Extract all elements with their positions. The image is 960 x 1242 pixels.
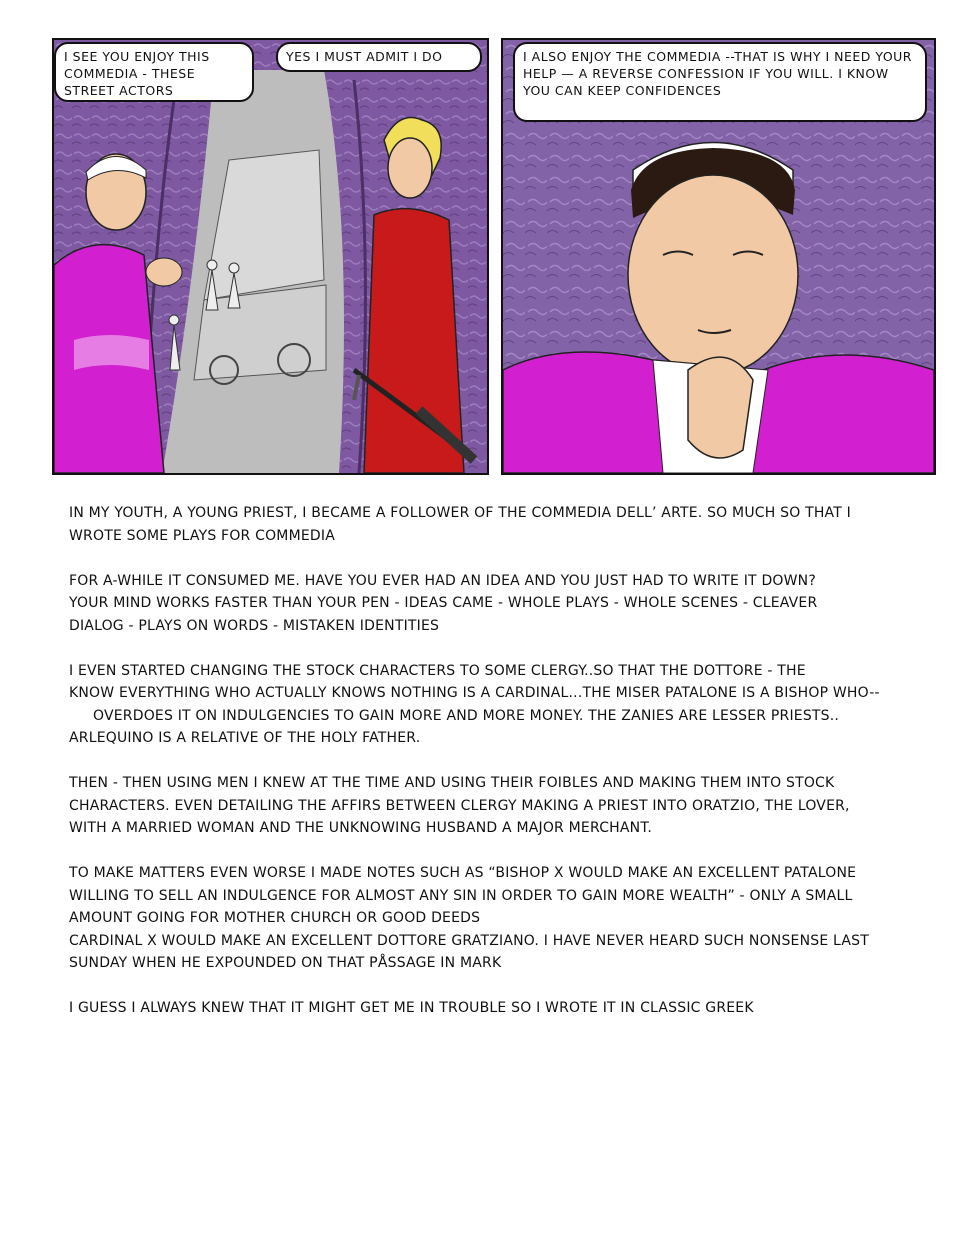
paragraph-4 [69,772,939,840]
speech-bubble-priest: I SEE YOU ENJOY THIS COMMEDIA - THESE STREET ACTORS [54,42,254,102]
text-line: CARDINAL X WOULD MAKE AN EXCELLENT DOTTORE GRATZIANO. I HAVE NEVER HEARD SUCH NONSENSE LAST [69,932,869,949]
text-line: AMOUNT GOING FOR MOTHER CHURCH OR GOOD DEEDS [69,910,481,926]
text-line: OVERDOES IT ON INDULGENCIES TO GAIN MORE AND MORE MONEY. THE ZANIES ARE LESSER PRIESTS.. [93,707,840,724]
comic-panel-2 [501,38,936,475]
clasped-hands [688,357,753,458]
speech-bubble-priest-request: I ALSO ENJOY THE COMMEDIA --THAT IS WHY I NEED YOUR HELP — A REVERSE CONFESSION IF YOU WILL. I KNOW YOU CAN KEEP CONFIDENCES [513,42,927,122]
text-line: YOUR MIND WORKS FASTER THAN YOUR PEN - IDEAS CAME - WHOLE PLAYS - WHOLE SCENES - CLEAVER [69,595,818,611]
paragraph-1 [69,502,939,547]
text-line: WILLING TO SELL AN INDULGENCE FOR ALMOST ANY SIN IN ORDER TO GAIN MORE WEALTH” - ONLY A SMALL [69,887,853,904]
paragraph-5 [69,862,939,975]
comic-panel-1 [52,38,489,475]
text-line: IN MY YOUTH, A YOUNG PRIEST, I BECAME A FOLLOWER OF THE COMMEDIA DELL’ ARTE. SO MUCH SO THAT I [69,505,851,521]
text-line: WROTE SOME PLAYS FOR COMMEDIA [69,527,335,544]
priest-face [628,175,798,375]
text-line: WITH A MARRIED WOMAN AND THE UNKNOWING HUSBAND A MAJOR MERCHANT. [69,820,653,836]
text-line: ARLEQUINO IS A RELATIVE OF THE HOLY FATHER. [69,730,421,746]
paragraph-2 [69,570,939,638]
text-line: I EVEN STARTED CHANGING THE STOCK CHARACTERS TO SOME CLERGY..SO THAT THE DOTTORE - THE [69,662,806,679]
text-line: TO MAKE MATTERS EVEN WORSE I MADE NOTES SUCH AS “BISHOP X WOULD MAKE AN EXCELLENT PATALONE [69,865,857,881]
text-line: FOR A-WHILE IT CONSUMED ME. HAVE YOU EVER HAD AN IDEA AND YOU JUST HAD TO WRITE IT DOWN? [69,572,816,589]
text-line: I GUESS I ALWAYS KNEW THAT IT MIGHT GET ME IN TROUBLE SO I WROTE IT IN CLASSIC GREEK [69,1000,754,1016]
text-line: DIALOG - PLAYS ON WORDS - MISTAKEN IDENTITIES [69,617,440,634]
text-line: KNOW EVERYTHING WHO ACTUALLY KNOWS NOTHING IS A CARDINAL...THE MISER PATALONE IS A BISHOP WHO-- [69,685,880,701]
text-line: CHARACTERS. EVEN DETAILING THE AFFIRS BETWEEN CLERGY MAKING A PRIEST INTO ORATZIO, THE LOVER, [69,797,850,814]
panel-1-artwork [54,40,487,473]
narrative-text [69,502,939,1042]
paragraph-3 [69,660,939,750]
speech-bubble-young-man: YES I MUST ADMIT I DO [276,42,482,72]
text-line: THEN - THEN USING MEN I KNEW AT THE TIME AND USING THEIR FOIBLES AND MAKING THEM INTO STOCK [69,775,835,791]
text-line: SUNDAY WHEN HE EXPOUNDED ON THAT PÅSSAGE IN MARK [69,955,502,971]
paragraph-6 [69,997,939,1020]
